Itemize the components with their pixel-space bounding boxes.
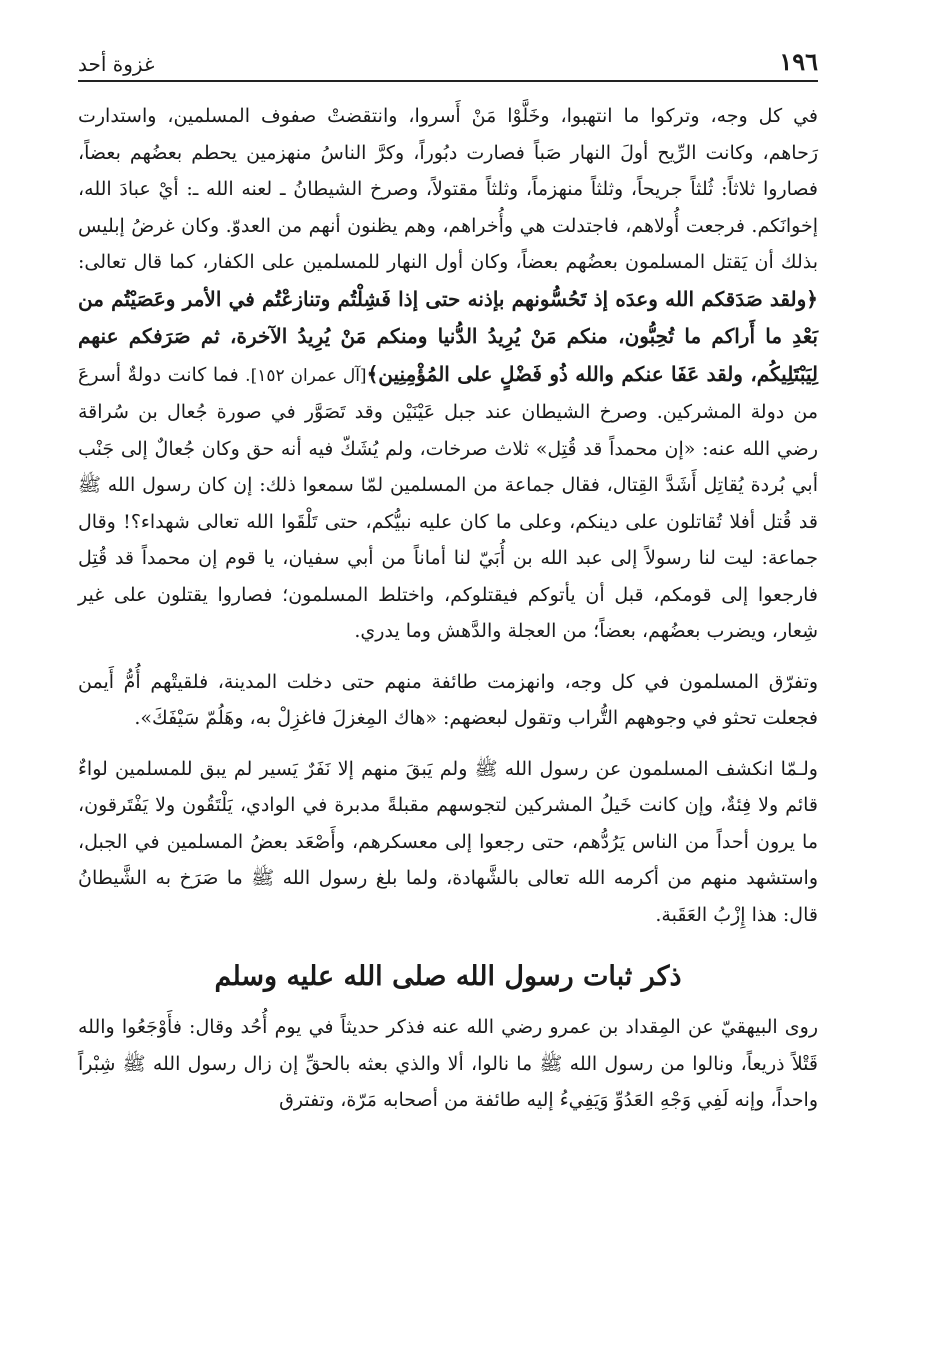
running-title: غزوة أحد — [78, 52, 155, 76]
paragraph-dispersal: وتفرّق المسلمون في كل وجه، وانهزمت طائفة منهم حتى دخلت المدينة، فلقيتْهم أُمُّ أَيمن فجعلت تحثو في وجوههم التُّراب وتقول لبعضهم: «هاك المِغزلَ فاغزِلْ به، وهَلُمّ سَيْفَكَ». — [78, 670, 818, 729]
book-page — [78, 40, 818, 1340]
paragraph-text: فما كانت دولةٌ أسرعَ من دولة المشركين. وصرخ الشيطان عند جبل عَيْنَيْن وقد تَصَوَّر في صورة جُعال بن سُراقة رضي الله عنه: «إن محمداً قد قُتِل» ثلاث صرخات، ولم يُشَكّ فيه أنه حق وكان جُعالٌ إلى جَنْب أبي بُردة يُقاتِل أَشَدَّ القِتال، فقال جماعة من المسلمين لمّا سمعوا ذلك: إن كان رسول الله ﷺ قد قُتل أفلا تُقاتلون على دينكم، وعلى ما كان عليه نبيُّكم، حتى تَلْقَوا الله تعالى شهداء؟! وقال جماعة: ليت لنا رسولاً إلى عبد الله بن أُبَيّ لنا أماناً من أبي سفيان، يا قوم إن محمداً قد قُتِل فارجعوا إلى قومكم، قبل أن يأتوكم فيقتلوكم، واختلط المسلمون؛ فصاروا يقتلون على غير شِعار، ويضرب بعضُهم، بعضاً؛ من العجلة والدَّهش وما يدري. — [78, 363, 818, 642]
verse-reference: [آل عمران ١٥٢]. — [245, 365, 367, 386]
section-heading: ذكر ثبات رسول الله صلى الله عليه وسلم — [214, 961, 682, 992]
paragraph-battle-turn — [78, 98, 818, 650]
quran-verse: ﴿ولقد صَدَقكم الله وعدَه إذ تَحُسُّونهم بإذنه حتى إذا فَشِلْتُم وتنازعْتُم في الأمر وعَصَيْتُم من بَعْدِ ما أَراكم ما تُحِبُّون، منكم مَنْ يُرِيدُ الدُّنيا ومنكم مَنْ يُرِيدُ الآخرة، ثم صَرَفكم عنهم لِيَبْتَلِيكُم، ولقد عَفَا عنكم والله ذُو فَضْلٍ على المُؤْمِنِين﴾ — [78, 286, 819, 386]
paragraph-narration: روى البيهقيّ عن المِقداد بن عمرو رضي الله عنه فذكر حديثاً في يوم أُحُد وقال: فأَوْجَعُوا والله قَتْلاً ذريعاً، ونالوا من رسول الله ﷺ ما نالوا، ألا والذي بعثه بالحقِّ إن زال رسول الله ﷺ شِبْراً واحداً، وإنه لَفِي وَجْهِ العَدُوِّ وَيَفِيءُ إليه طائفة من أصحابه مَرّة، وتفترق — [78, 1016, 818, 1111]
page-number: ١٩٦ — [779, 47, 818, 76]
paragraph-text: في كل وجه، وتركوا ما انتهبوا، وخَلَّوْا مَنْ أَسروا، وانتقضتْ صفوف المسلمين، واستدارت رَحاهم، وكانت الرِّيح أولَ النهار صَباً فصارت دبُوراً، وكرَّ الناسُ منهزمين يحطم بعضُهم بعضاً، فصاروا ثلاثاً: ثُلثاً جريحاً، وثلثاً منهزماً، وثلثاً مقتولاً، وصرخ الشيطانُ ـ لعنه الله ـ: أيْ عبادَ الله، إخوانَكم. فرجعت أُولاهم، فاجتدلت هي وأُخراهم، وهم يظنون أنهم من العدوّ. وكان غرضُ إبليس بذلك أن يَقتل المسلمون بعضُهم بعضاً، وكان أول النهار للمسلمين على الكفار، كما قال تعالى: — [78, 105, 818, 273]
paragraph-retreat: ولـمّا انكشف المسلمون عن رسول الله ﷺ ولم يَبقَ منهم إلا نَفَرٌ يَسير لم يبق للمسلمين لواءٌ قائم ولا فِئةٌ، وإن كانت خَيلُ المشركين لتجوسهم مقبلةً مدبرة في الوادي، يَلْتَقُون ولا يَفْتَرقون، ما يرون أحداً من الناس يَرُدُّهم، حتى رجعوا إلى معسكرهم، وأَصْعَد بعضُ المسلمين في الجبل، واستشهد منهم من أكرمه الله تعالى بالشَّهادة، ولما بلغ رسول الله ﷺ ما صَرَخ به الشَّيطانُ قال: هذا إِزْبُ العَقَبة. — [78, 757, 818, 926]
body-text — [78, 98, 818, 1119]
page-header — [78, 40, 818, 82]
